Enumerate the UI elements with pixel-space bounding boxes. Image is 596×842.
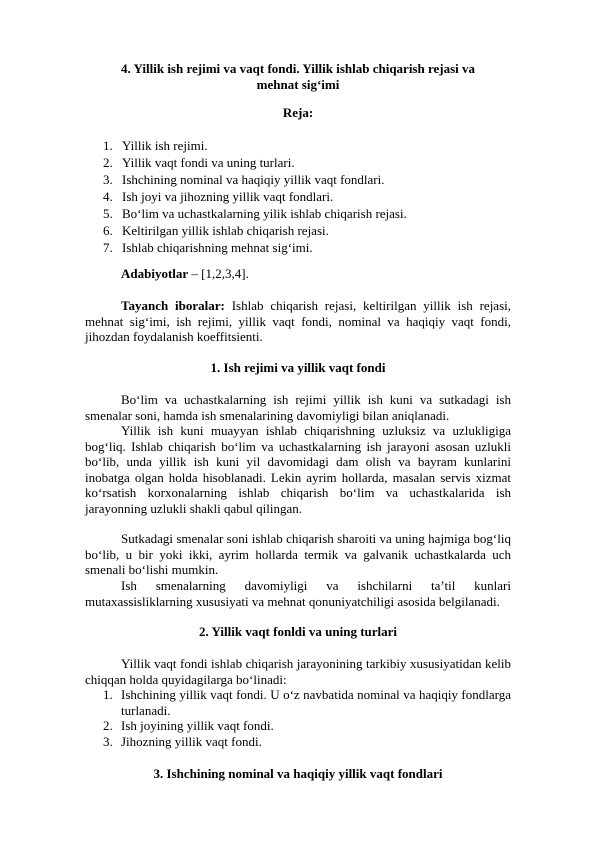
section-2-list-item: 1. Ishchining yillik vaqt fondi. U o‘z navbatida nominal va haqiqiy fondlarga turlanadi.	[103, 687, 511, 718]
section-2-heading: 2. Yillik vaqt fonldi va uning turlari	[198, 624, 398, 639]
title-line-1: 4. Yillik ish rejimi va vaqt fondi. Yillik ishlab chiqarish rejasi va	[120, 61, 476, 76]
plan-item: 4. Ish joyi va jihozning yillik vaqt fondlari.	[103, 189, 334, 204]
keywords-text: Ishlab chiqarish rejasi, keltirilgan yillik ish rejasi, mehnat sig‘imi, ish rejimi, yillik vaqt fondi, nominal va haqiqiy vaqt fondi, jihozdan foydalanish koeffitsienti.	[85, 298, 511, 344]
plan-item: 1. Yillik ish rejimi.	[103, 138, 208, 153]
literature-label: Adabiyotlar	[121, 266, 189, 281]
document-title	[85, 61, 511, 93]
literature-line	[85, 266, 511, 282]
plan-item: 6. Keltirilgan yillik ishlab chiqarish rejasi.	[103, 223, 329, 238]
plan-item: 3. Ishchining nominal va haqiqiy yillik vaqt fondlari.	[103, 172, 385, 187]
section-1-heading: 1. Ish rejimi va yillik vaqt fondi	[210, 360, 386, 375]
section-2-list-item: 3. Jihozning yillik vaqt fondi.	[103, 734, 262, 749]
section-1-paragraph: Sutkadagi smenalar soni ishlab chiqarish sharoiti va uning hajmiga bog‘liq bo‘lib, u bir yoki ikki, ayrim hollarda termik va galvanik uchastkalarda uch smenali bo‘lishi mumkin.	[85, 531, 511, 577]
plan-heading: Reja:	[282, 105, 314, 120]
keywords-label: Tayanch iboralar:	[121, 298, 225, 313]
section-3-heading: 3. Ishchining nominal va haqiqiy yillik vaqt fondlari	[153, 766, 443, 781]
keywords-paragraph	[85, 298, 511, 345]
section-1-paragraph: Bo‘lim va uchastkalarning ish rejimi yillik ish kuni va sutkadagi ish smenalar soni, hamda ish smenalarining davomiyligi bilan aniqlanadi.	[85, 392, 511, 423]
literature-value: – [1,2,3,4].	[188, 266, 249, 281]
section-1-paragraph: Ish smenalarning davomiyligi va ishchilarni ta’til kunlari mutaxassisliklarning xususiyati va mehnat qonuniyatchiligi asosida belgilanadi.	[85, 578, 511, 609]
plan-item: 7. Ishlab chiqarishning mehnat sig‘imi.	[103, 240, 313, 255]
plan-item: 5. Bo‘lim va uchastkalarning yilik ishlab chiqarish rejasi.	[103, 206, 407, 221]
section-2-list-item: 2. Ish joyining yillik vaqt fondi.	[103, 718, 274, 733]
section-2-intro: Yillik vaqt fondi ishlab chiqarish jarayonining tarkibiy xususiyatidan kelib chiqqan holda quyidagilarga bo‘linadi:	[85, 656, 511, 687]
plan-item: 2. Yillik vaqt fondi va uning turlari.	[103, 155, 295, 170]
title-line-2: mehnat sig‘imi	[256, 77, 340, 92]
section-1-paragraph: Yillik ish kuni muayyan ishlab chiqarishning uzluksiz va uzlukligiga bog‘liq. Ishlab chiqarish bo‘lim va uchastkalarning ish jarayoni asosan uzlukli bo‘lib, unda yillik ish kuni yil davomidagi dam olish va bayram kunlarini inobatga olgan holda hisoblanadi. Lekin ayrim hollarda, masalan servis xizmat ko‘rsatish korxonalarning ishlab chiqarish bo‘lim va uchastkalarida ish jarayonning uzlukli shakli qabul qilingan.	[85, 423, 511, 516]
